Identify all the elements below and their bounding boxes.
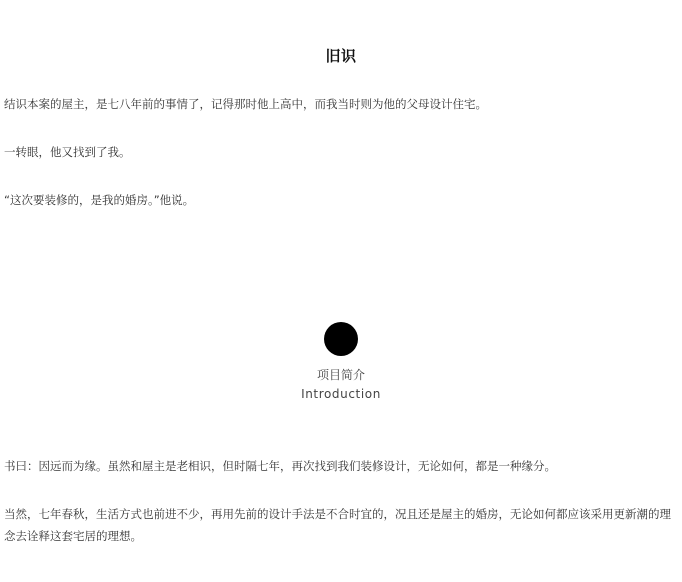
body-paragraph-1: 书曰：因远而为缘。虽然和屋主是老相识，但时隔七年，再次找到我们装修设计，无论如何，都是一种缘分。 [4, 459, 556, 473]
intro-paragraph-1: 结识本案的屋主，是七八年前的事情了，记得那时他上高中，而我当时则为他的父母设计住宅。 [4, 97, 487, 111]
section-label-cn: 项目简介 [316, 368, 365, 382]
body-paragraph-2: 当然，七年春秋，生活方式也前进不少，再用先前的设计手法是不合时宜的，况且还是屋主的婚房，无论如何都应该采用更新潮的理念去诠释这套宅居的理想。 [4, 507, 671, 543]
article-title: 旧识 [325, 47, 357, 65]
black-circle-icon [324, 322, 358, 356]
section-header-introduction [0, 322, 682, 402]
intro-paragraph-2: 一转眼，他又找到了我。 [4, 145, 131, 159]
section-label-en: Introduction [301, 387, 381, 401]
intro-paragraph-3: “这次要装修的，是我的婚房。”他说。 [4, 193, 195, 207]
